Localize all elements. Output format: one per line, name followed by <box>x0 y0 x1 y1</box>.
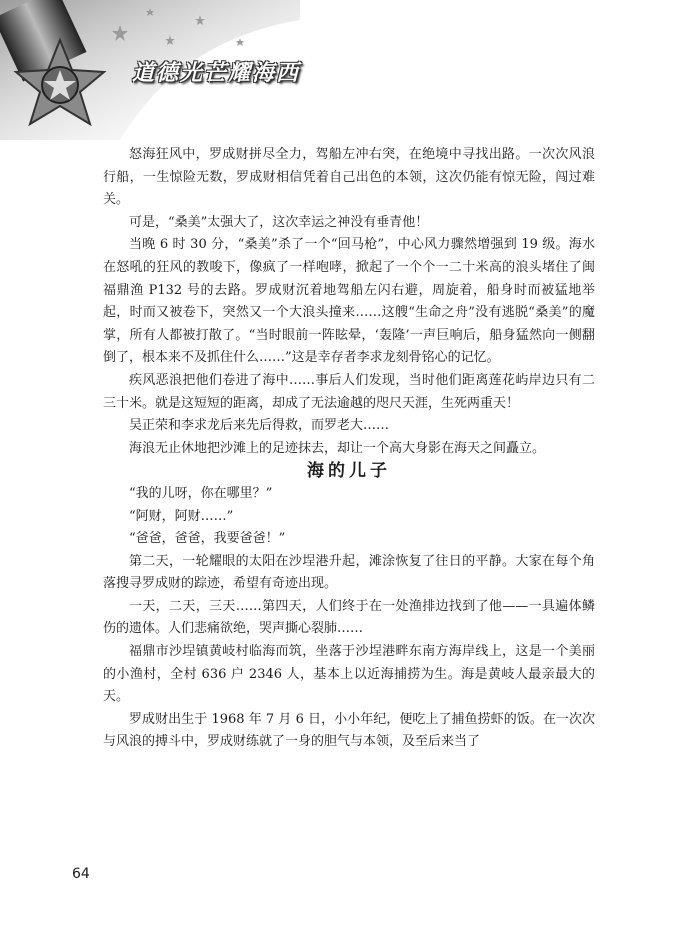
paragraph: 当晚 6 时 30 分，“桑美”杀了一个“回马枪”，中心风力骤然增强到 19 级。海水在怒吼的狂风的教唆下，像疯了一样咆哮，掀起了一个个一二十米高的浪头堵住了闽福鼎渔 P132 号的去路。罗成财沉着地驾船左闪右避，周旋着，船身时而被猛地举起，时而又被卷下，突然又一个大浪头撞来……这艘“生命之舟”没有逃脱“桑美”的魔掌，所有人都被打散了。“当时眼前一阵眩晕，‘轰隆’一声巨响后，船身猛然向一侧翻倒了，根本来不及抓住什么……”这是幸存者李求龙刻骨铭心的记忆。 <box>103 237 595 366</box>
paragraph: 疾风恶浪把他们卷进了海中……事后人们发现，当时他们距离莲花屿岸边只有二三十米。就是这短短的距离，却成了无法逾越的咫尺天涯，生死两重天！ <box>103 372 595 411</box>
paragraph: 福鼎市沙埕镇黄岐村临海而筑，坐落于沙埕港畔东南方海岸线上，这是一个美丽的小渔村，全村 636 户 2346 人，基本上以近海捕捞为生。海是黄岐人最亲最大的天。 <box>103 644 595 705</box>
paragraph: “阿财，阿财……” <box>129 508 234 524</box>
paragraph: 可是，“桑美”太强大了，这次幸运之神没有垂青他！ <box>129 214 429 230</box>
section-heading: 海的儿子 <box>307 461 391 482</box>
article-body <box>103 144 595 754</box>
paragraph: 吴正荣和李求龙后来先后得救，而罗老大…… <box>129 418 390 434</box>
page-number: 64 <box>72 866 90 882</box>
paragraph: 怒海狂风中，罗成财拼尽全力，驾船左冲右突，在绝境中寻找出路。一次次风浪行船，一生惊险无数，罗成财相信凭着自己出色的本领，这次仍能有惊无险，闯过难关。 <box>103 147 595 208</box>
series-title: 道德光芒耀海西 <box>132 61 301 86</box>
paragraph: 海浪无止休地把沙滩上的足迹抹去，却让一个高大身影在海天之间矗立。 <box>129 440 546 456</box>
paragraph: 罗成财出生于 1968 年 7 月 6 日，小小年纪，便吃上了捕鱼捞虾的饭。在一次次与风浪的搏斗中，罗成财练就了一身的胆气与本领，及至后来当了 <box>103 711 595 750</box>
paragraph: “我的儿呀，你在哪里？” <box>129 485 273 501</box>
paragraph: 第二天，一轮耀眼的太阳在沙埕港升起，滩涂恢复了往日的平静。大家在每个角落搜寻罗成财的踪迹，希望有奇迹出现。 <box>103 553 595 592</box>
paragraph: “爸爸，爸爸，我要爸爸！” <box>129 531 286 547</box>
paragraph: 一天，二天，三天……第四天，人们终于在一处渔排边找到了他——一具遍体鳞伤的遗体。人们悲痛欲绝，哭声撕心裂肺…… <box>103 598 595 637</box>
